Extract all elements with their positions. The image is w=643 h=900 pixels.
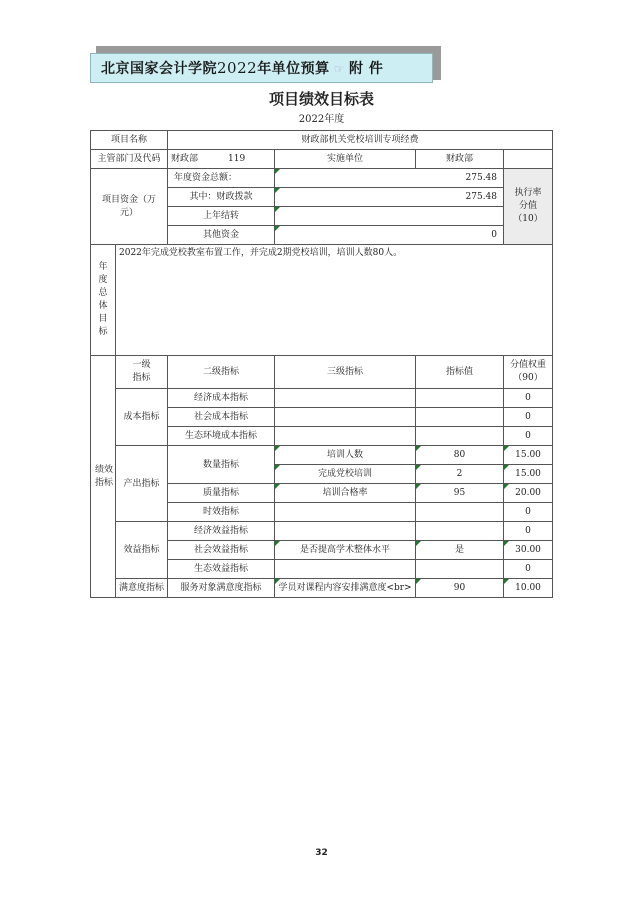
row-l2: 质量指标 — [168, 484, 275, 503]
impl-label: 实施单位 — [275, 150, 416, 169]
performance-table — [90, 130, 553, 598]
col-level2: 二级指标 — [168, 356, 275, 389]
row-l3: 是否提高学术整体水平 — [275, 541, 416, 560]
row-value: 2 — [416, 465, 504, 484]
row-l3: 学员对课程内容安排满意度<br> — [275, 579, 416, 598]
impl-value: 财政部 — [416, 150, 504, 169]
row-l2: 生态效益指标 — [168, 560, 275, 579]
table-row — [91, 150, 553, 169]
pen-icon: ☞ — [333, 62, 345, 76]
empty-cell — [504, 150, 553, 169]
perf-label: 绩效指标 — [91, 356, 116, 598]
row-l2: 社会成本指标 — [168, 408, 275, 427]
row-l2: 经济效益指标 — [168, 522, 275, 541]
row-weight: 0 — [504, 427, 553, 446]
row-l2: 时效指标 — [168, 503, 275, 522]
funds-fiscal-label: 其中：财政拨款 — [168, 188, 275, 207]
row-l3: 培训人数 — [275, 446, 416, 465]
table-row — [91, 389, 553, 408]
table-row — [91, 169, 553, 188]
page-title: 项目绩效目标表 — [268, 90, 374, 108]
row-weight: 0 — [504, 560, 553, 579]
row-weight: 30.00 — [504, 541, 553, 560]
table-row — [91, 522, 553, 541]
exec-rate-label: 执行率分值（10） — [504, 169, 553, 245]
annual-goal-label: 年度总体目标 — [91, 245, 116, 356]
row-value — [416, 560, 504, 579]
row-weight: 0 — [504, 408, 553, 427]
row-l3 — [275, 503, 416, 522]
row-value — [416, 389, 504, 408]
col-weight: 分值权重（90） — [504, 356, 553, 389]
funds-carry-label: 上年结转 — [168, 207, 275, 226]
col-level1: 一级指标 — [116, 356, 168, 389]
banner-attachment: 附 件 — [348, 61, 384, 77]
banner-year: 2022 — [217, 59, 258, 77]
group-output: 产出指标 — [116, 446, 168, 522]
row-l3 — [275, 408, 416, 427]
row-value — [416, 522, 504, 541]
row-l3: 完成党校培训 — [275, 465, 416, 484]
table-row — [91, 579, 553, 598]
row-weight: 0 — [504, 389, 553, 408]
banner-prefix: 北京国家会计学院 — [101, 61, 217, 77]
row-weight: 15.00 — [504, 446, 553, 465]
group-cost: 成本指标 — [116, 389, 168, 446]
row-value — [416, 408, 504, 427]
row-value: 80 — [416, 446, 504, 465]
dept-code: 119 — [228, 154, 246, 164]
year-label: 2022年度 — [298, 114, 345, 125]
funds-other-value: 0 — [275, 226, 504, 245]
row-l3 — [275, 560, 416, 579]
dept-label: 主管部门及代码 — [91, 150, 168, 169]
row-l3 — [275, 427, 416, 446]
row-l3 — [275, 522, 416, 541]
row-l2: 数量指标 — [168, 446, 275, 484]
funds-total-label: 年度资金总额： — [168, 169, 275, 188]
row-l3 — [275, 389, 416, 408]
dept-cell — [168, 150, 275, 169]
row-l2: 社会效益指标 — [168, 541, 275, 560]
col-value: 指标值 — [416, 356, 504, 389]
funds-label: 项目资金（万元） — [91, 169, 168, 245]
row-weight: 10.00 — [504, 579, 553, 598]
row-l2: 服务对象满意度指标 — [168, 579, 275, 598]
row-value: 95 — [416, 484, 504, 503]
group-benefit: 效益指标 — [116, 522, 168, 579]
row-weight: 0 — [504, 522, 553, 541]
group-satisfaction: 满意度指标 — [116, 579, 168, 598]
banner-text — [101, 58, 383, 78]
row-value: 是 — [416, 541, 504, 560]
col-level3: 三级指标 — [275, 356, 416, 389]
row-weight: 0 — [504, 503, 553, 522]
project-name-label: 项目名称 — [91, 131, 168, 150]
row-l2: 生态环境成本指标 — [168, 427, 275, 446]
funds-total-value: 275.48 — [275, 169, 504, 188]
row-l2: 经济成本指标 — [168, 389, 275, 408]
annual-goal-text: 2022年完成党校教室布置工作，并完成2期党校培训，培训人数80人。 — [116, 245, 553, 356]
row-weight: 20.00 — [504, 484, 553, 503]
table-row — [91, 356, 553, 389]
banner-suffix: 年单位预算 — [257, 61, 330, 77]
project-name-value: 财政部机关党校培训专项经费 — [168, 131, 553, 150]
header-banner — [90, 53, 433, 83]
table-row — [91, 245, 553, 356]
page-number: 32 — [315, 848, 328, 858]
table-row — [91, 446, 553, 465]
table-row — [91, 131, 553, 150]
funds-carry-value — [275, 207, 504, 226]
row-value — [416, 427, 504, 446]
dept-value: 财政部 — [171, 154, 199, 164]
funds-other-label: 其他资金 — [168, 226, 275, 245]
funds-fiscal-value: 275.48 — [275, 188, 504, 207]
row-weight: 15.00 — [504, 465, 553, 484]
row-l3: 培训合格率 — [275, 484, 416, 503]
row-value: 90 — [416, 579, 504, 598]
row-value — [416, 503, 504, 522]
